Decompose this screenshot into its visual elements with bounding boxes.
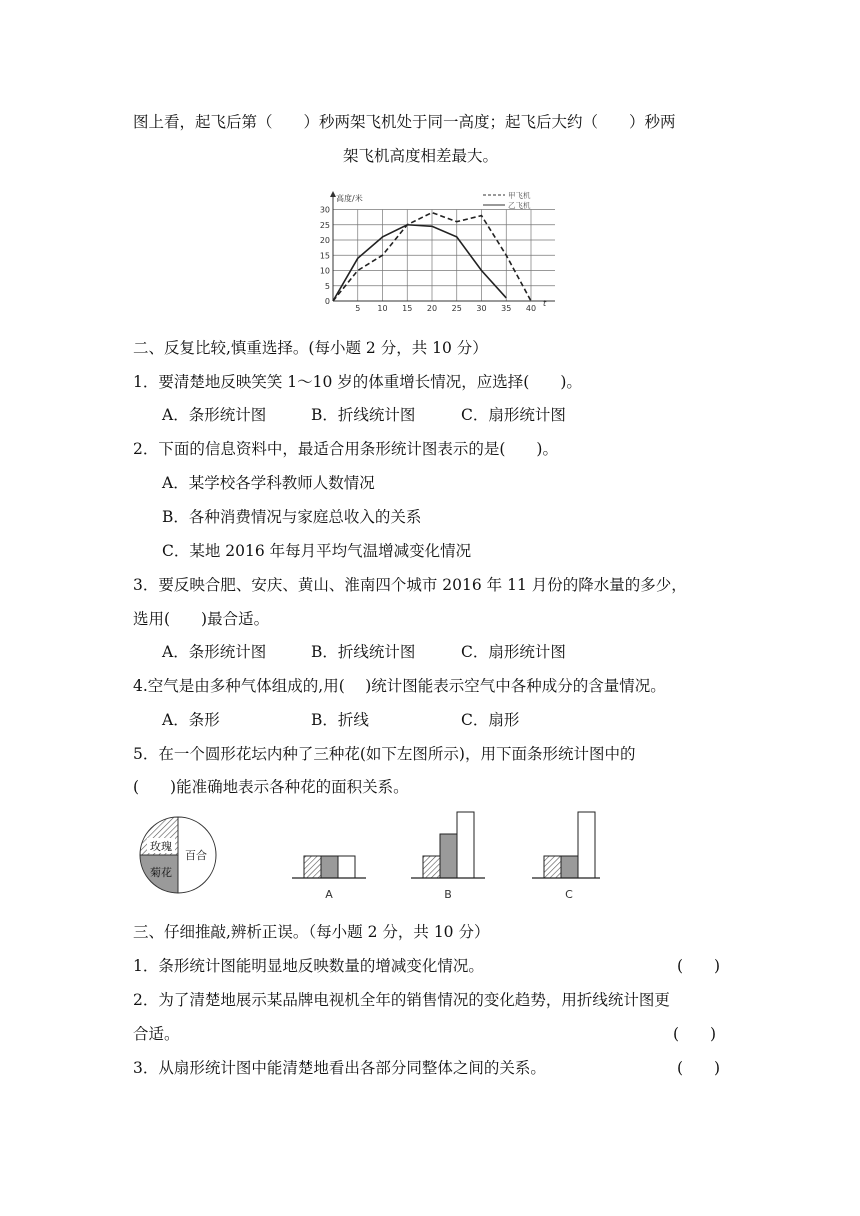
s3-q3-text: 3．从扇形统计图中能清楚地看出各部分同整体之间的关系。 bbox=[133, 1059, 546, 1077]
s2-q1-option-a[interactable]: A．条形统计图 bbox=[162, 406, 267, 424]
section-2-heading: 二、反复比较,慎重选择。(每小题 2 分，共 10 分） bbox=[133, 339, 488, 357]
s2-q3-option-a[interactable]: A．条形统计图 bbox=[162, 643, 267, 661]
bar-option-a[interactable] bbox=[292, 856, 366, 901]
bar bbox=[544, 856, 561, 878]
s3-q2-answer-paren[interactable]: ( ) bbox=[673, 1025, 717, 1043]
s2-q3-line-2: 选用( )最合适。 bbox=[133, 610, 270, 628]
y-tick-label: 20 bbox=[319, 236, 330, 245]
s3-q1-text: 1．条形统计图能明显地反映数量的增减变化情况。 bbox=[133, 957, 484, 975]
s2-q4-option-b[interactable]: B．折线 bbox=[311, 711, 369, 729]
lily-label: 百合 bbox=[185, 849, 207, 862]
y-tick-label: 5 bbox=[324, 281, 330, 291]
intro-line-1: 图上看，起飞后第（ ）秒两架飞机处于同一高度；起飞后大约（ ）秒两 bbox=[133, 113, 676, 131]
bar bbox=[457, 812, 474, 878]
bar bbox=[321, 856, 338, 878]
x-tick-label: 40 bbox=[525, 304, 537, 313]
s2-q3-line-1: 3．要反映合肥、安庆、黄山、淮南四个城市 2016 年 11 月份的降水量的多少， bbox=[133, 576, 687, 594]
flower-bed-pie bbox=[137, 814, 219, 896]
s3-q3-answer-paren[interactable]: ( ) bbox=[677, 1059, 721, 1077]
y-tick-label: 0 bbox=[324, 297, 330, 306]
bar bbox=[578, 812, 595, 878]
s2-q4-option-c[interactable]: C．扇形 bbox=[461, 711, 520, 729]
s2-q4-option-a[interactable]: A．条形 bbox=[162, 711, 220, 729]
x-tick-label: 25 bbox=[451, 304, 462, 313]
y-tick-label: 10 bbox=[319, 266, 330, 276]
bar bbox=[304, 856, 321, 878]
chart-legend bbox=[483, 190, 531, 210]
x-tick-label: 15 bbox=[402, 304, 413, 313]
s2-q4-text: 4.空气是由多种气体组成的,用( )统计图能表示空气中各种成分的含量情况。 bbox=[133, 677, 666, 695]
x-tick-label: 35 bbox=[501, 304, 512, 313]
bar-option-b[interactable] bbox=[411, 812, 485, 901]
legend-series-2: 乙飞机 bbox=[508, 201, 531, 210]
s2-q2-option-c[interactable]: C．某地 2016 年每月平均气温增减变化情况 bbox=[162, 542, 472, 560]
y-tick-label: 30 bbox=[319, 205, 330, 215]
s2-q5-line-1: 5．在一个圆形花坛内种了三种花(如下左图所示)，用下面条形统计图中的 bbox=[133, 745, 636, 763]
s2-q2-option-a[interactable]: A．某学校各学科教师人数情况 bbox=[162, 474, 375, 492]
s2-q1-option-c[interactable]: C．扇形统计图 bbox=[461, 406, 566, 424]
intro-line-2: 架飞机高度相差最大。 bbox=[343, 147, 499, 165]
bar-chart-options bbox=[280, 808, 600, 904]
bar-option-c[interactable] bbox=[532, 812, 600, 901]
x-tick-label: 5 bbox=[355, 304, 361, 313]
x-tick-label: 20 bbox=[426, 304, 438, 313]
bar bbox=[561, 856, 578, 878]
s2-q3-option-c[interactable]: C．扇形统计图 bbox=[461, 643, 566, 661]
x-axis-label: t bbox=[543, 299, 547, 308]
s2-q1-option-b[interactable]: B．折线统计图 bbox=[311, 406, 416, 424]
chrysanthemum-label: 菊花 bbox=[150, 866, 172, 879]
bar-option-label: B bbox=[444, 888, 452, 901]
y-tick-label: 15 bbox=[319, 251, 330, 261]
bar bbox=[440, 834, 457, 878]
s2-q2-text: 2．下面的信息资料中，最适合用条形统计图表示的是( )。 bbox=[133, 440, 558, 458]
bar-option-label: A bbox=[325, 888, 333, 901]
s2-q5-line-2: ( )能准确地表示各种花的面积关系。 bbox=[133, 778, 409, 796]
y-axis-label: 高度/米 bbox=[336, 194, 363, 203]
bar bbox=[423, 856, 440, 878]
y-tick-label: 25 bbox=[319, 220, 330, 230]
bar bbox=[338, 856, 355, 878]
s2-q3-option-b[interactable]: B．折线统计图 bbox=[311, 643, 416, 661]
s2-q2-option-b[interactable]: B．各种消费情况与家庭总收入的关系 bbox=[162, 508, 422, 526]
altitude-line-chart bbox=[305, 188, 555, 316]
x-tick-label: 30 bbox=[476, 304, 487, 313]
s2-q1-text: 1．要清楚地反映笑笑 1～10 岁的体重增长情况，应选择( )。 bbox=[133, 373, 582, 391]
section-3-heading: 三、仔细推敲,辨析正误。（每小题 2 分，共 10 分） bbox=[133, 923, 490, 941]
s3-q2-line-1: 2．为了清楚地展示某品牌电视机全年的销售情况的变化趋势，用折线统计图更 bbox=[133, 991, 670, 1009]
bar-option-label: C bbox=[565, 888, 573, 901]
rose-label: 玫瑰 bbox=[150, 840, 172, 853]
s3-q2-line-2: 合适。 bbox=[133, 1025, 180, 1043]
series-line-2 bbox=[333, 225, 506, 301]
legend-series-1: 甲飞机 bbox=[508, 191, 531, 200]
s3-q1-answer-paren[interactable]: ( ) bbox=[677, 957, 721, 975]
x-tick-label: 10 bbox=[377, 304, 388, 313]
